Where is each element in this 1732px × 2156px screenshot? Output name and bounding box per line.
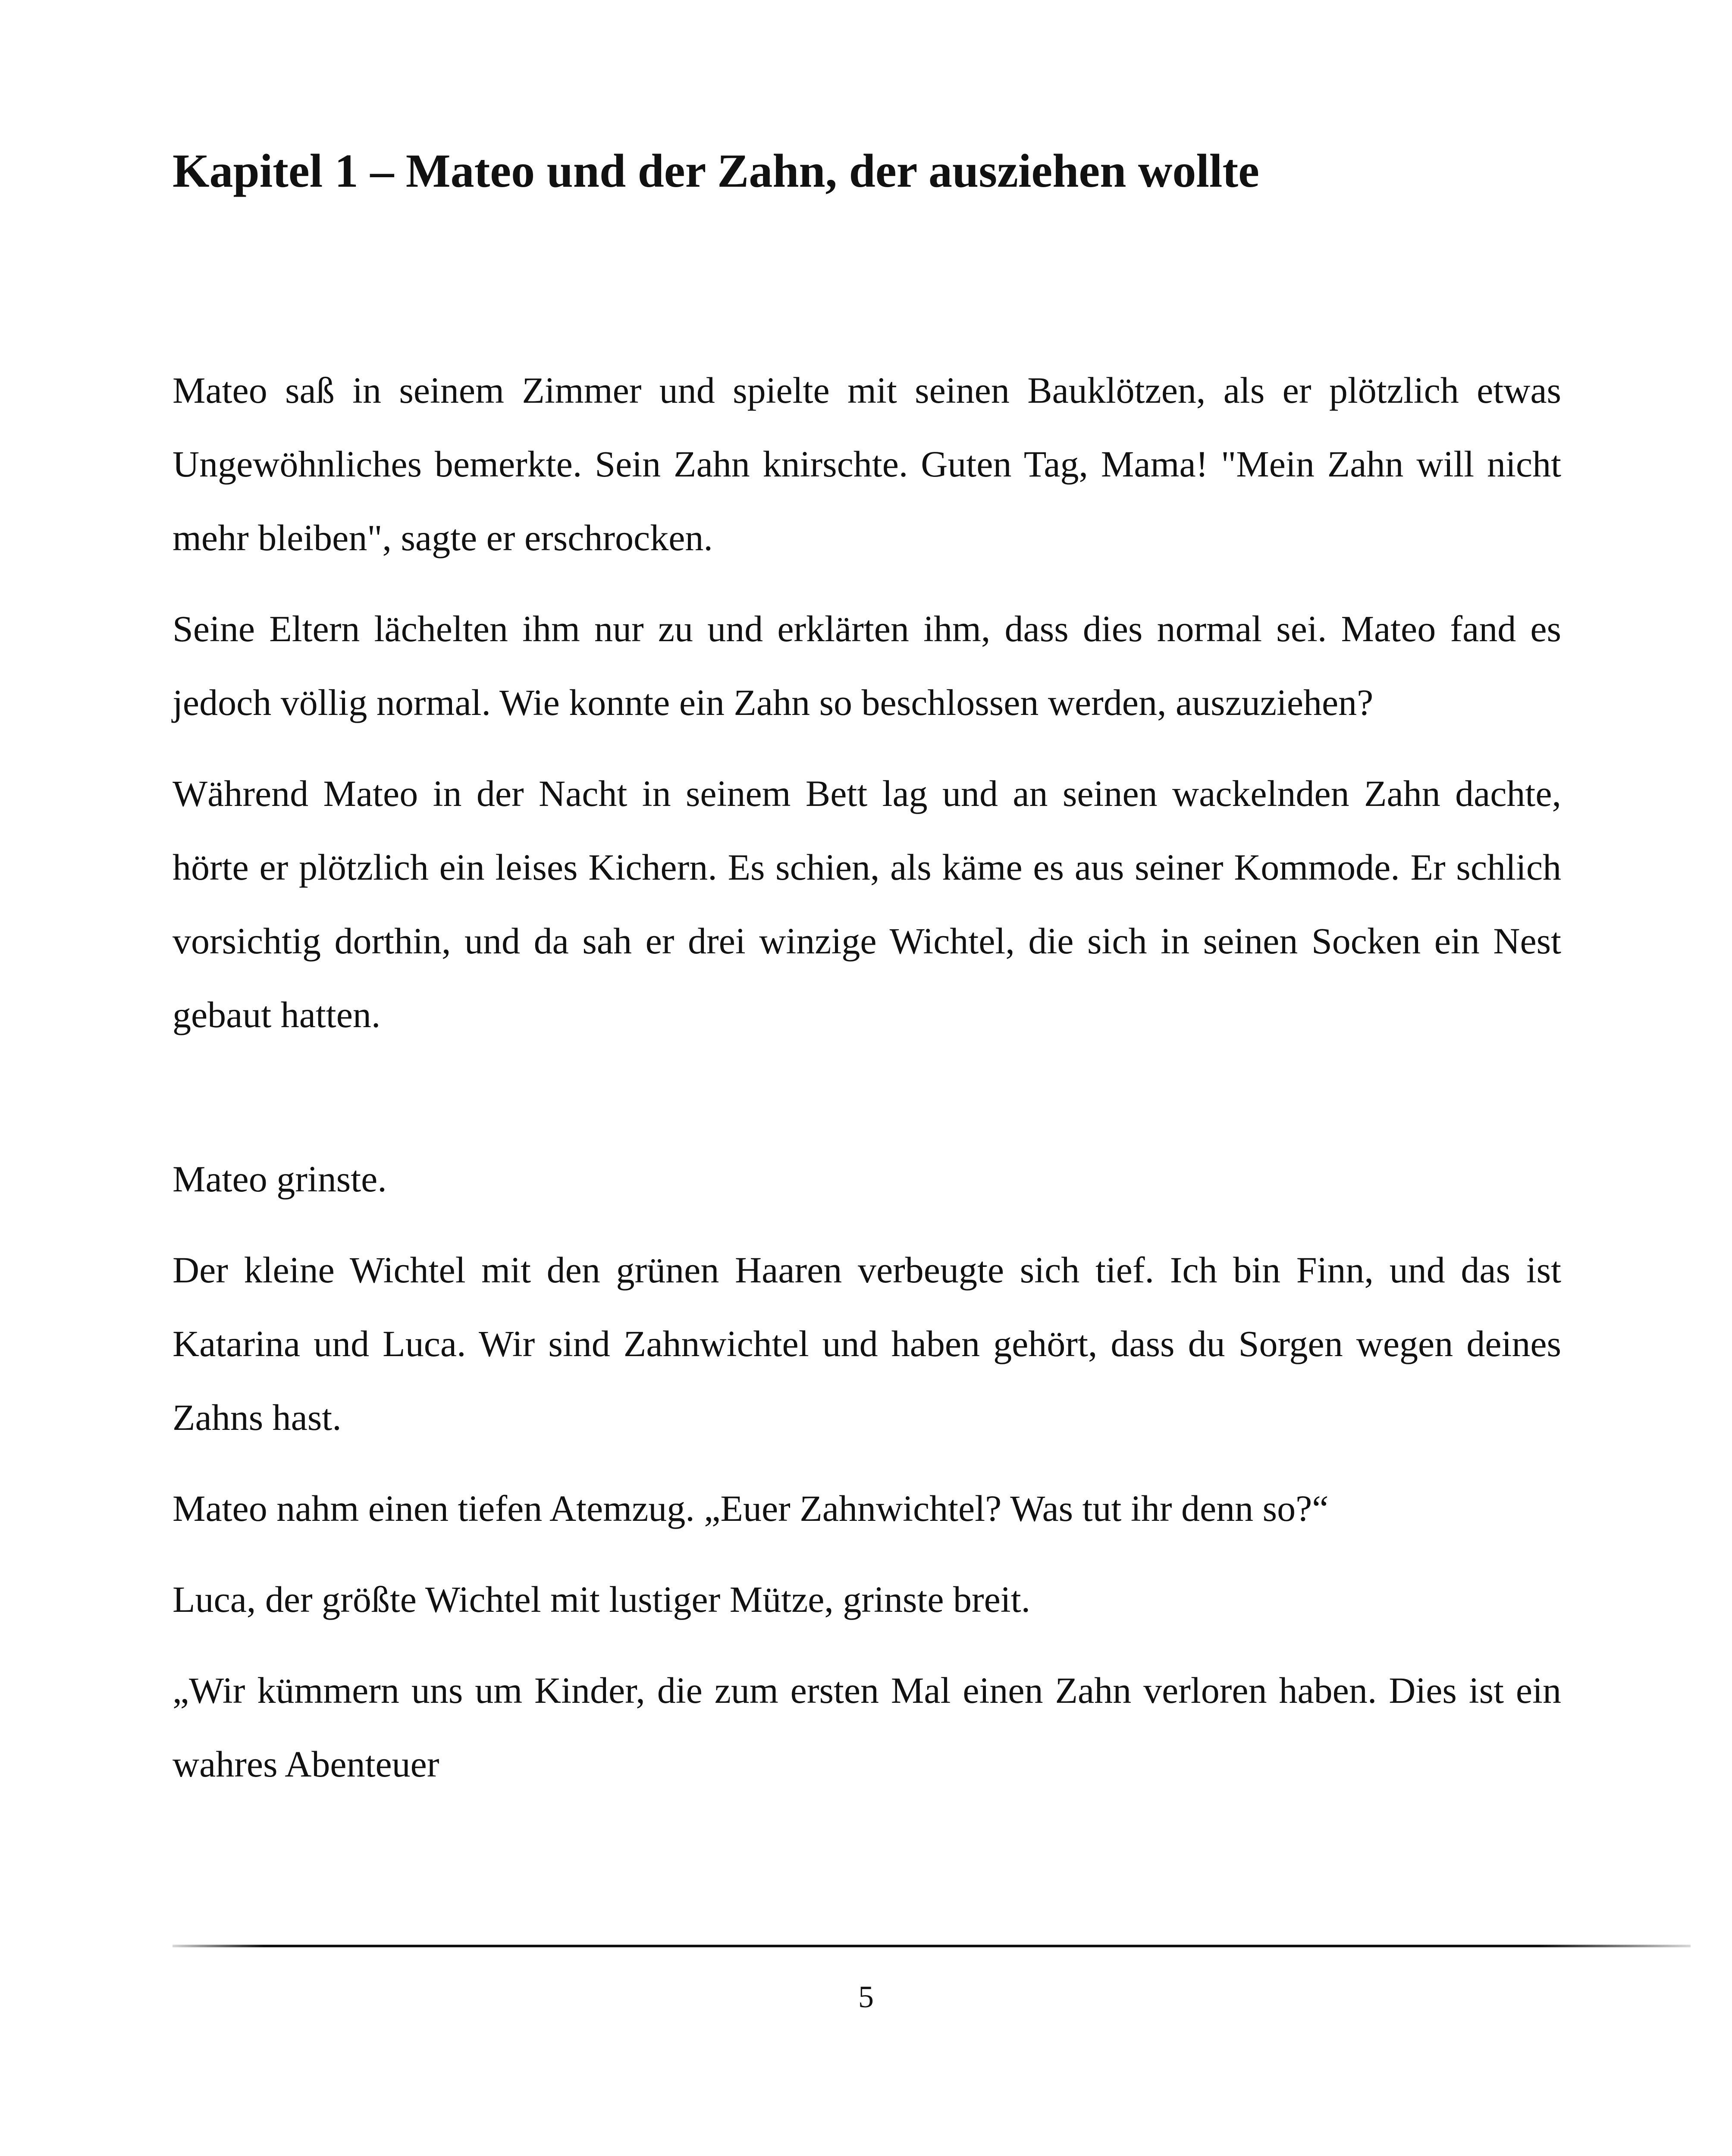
- paragraph: Luca, der größte Wichtel mit lustiger Mütze, grinste breit.: [173, 1579, 1031, 1620]
- paragraph: „Wir kümmern uns um Kinder, die zum ersten Mal einen Zahn verloren haben. Dies ist ein wahres Abenteuer: [173, 1670, 1561, 1785]
- paragraph: Mateo nahm einen tiefen Atemzug. „Euer Zahnwichtel? Was tut ihr denn so?“: [173, 1488, 1329, 1529]
- footer-divider: [173, 1945, 1691, 1947]
- chapter-header: [173, 142, 1561, 199]
- paragraph: Seine Eltern lächelten ihm nur zu und erklärten ihm, dass dies normal sei. Mateo fand es jedoch völlig normal. Wie konnte ein Zahn so beschlossen werden, auszuziehen?: [173, 608, 1561, 723]
- chapter-body: [173, 354, 1561, 1818]
- page-number: 5: [858, 1980, 874, 2014]
- paragraph: Der kleine Wichtel mit den grünen Haaren verbeugte sich tief. Ich bin Finn, und das ist Katarina und Luca. Wir sind Zahnwichtel und haben gehört, dass du Sorgen wegen deines Zahns hast.: [173, 1249, 1561, 1438]
- chapter-title: Kapitel 1 – Mateo und der Zahn, der ausziehen wollte: [173, 144, 1259, 197]
- paragraph: Mateo saß in seinem Zimmer und spielte mit seinen Bauklötzen, als er plötzlich etwas Ungewöhnliches bemerkte. Sein Zahn knirschte. Guten Tag, Mama! "Mein Zahn will nicht mehr bleiben", sagte er erschrocken.: [173, 370, 1561, 558]
- paragraph: Mateo grinste.: [173, 1158, 387, 1200]
- paragraph: Während Mateo in der Nacht in seinem Bett lag und an seinen wackelnden Zahn dachte, hörte er plötzlich ein leises Kichern. Es schien, als käme es aus seiner Kommode. Er schlich vorsichtig dorthin, und da sah er drei winzige Wichtel, die sich in seinen Socken ein Nest gebaut hatten.: [173, 773, 1561, 1035]
